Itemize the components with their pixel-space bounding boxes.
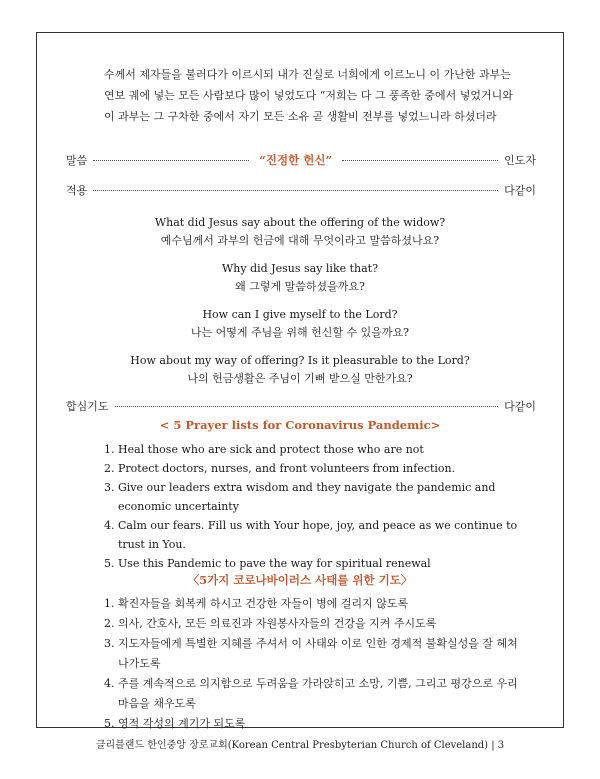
dotted-leader — [115, 406, 499, 407]
english-prayer-heading: < 5 Prayer lists for Coronavirus Pandemic> — [159, 418, 441, 432]
sermon-label: 말씀 — [66, 154, 88, 167]
sermon-row — [66, 152, 536, 168]
discussion-questions — [36, 214, 564, 398]
list-item: 1. Heal those who are sick and protect those who are not — [104, 443, 424, 456]
dotted-leader — [93, 160, 249, 161]
question: How can I give myself to the Lord? 나는 어떻게 주님을 위해 헌신할 수 있을까요? — [190, 308, 410, 339]
list-item: 5. 영적 각성의 계기가 되도록 — [104, 717, 246, 730]
dotted-leader — [93, 190, 498, 191]
list-item: 2. 의사, 간호사, 모든 의료진과 자원봉사자들의 건강을 지켜 주시도록 — [104, 617, 437, 630]
apply-label: 적용 — [66, 184, 88, 197]
list-item: 3. Give our leaders extra wisdom and they navigate the pandemic and economic uncertainty — [104, 481, 496, 513]
prayer-row — [66, 398, 536, 414]
korean-prayer-list — [104, 594, 524, 734]
sermon-leader: 인도자 — [504, 154, 536, 167]
list-item: 2. Protect doctors, nurses, and front volunteers from infection. — [104, 462, 456, 475]
apply-leader: 다같이 — [504, 184, 536, 197]
scripture-text: 수께서 제자들을 불러다가 이르시되 내가 진실로 너희에게 이르노니 이 가난한 과부는 연보 궤에 넣는 모든 사람보다 많이 넣었도다 “저희는 다 그 풍족한 중에서 넣었거니와 이 과부는 그 구차한 중에서 자기 모든 소유 곧 생활비 전부를 넣었느니라 하셨더라 — [104, 68, 513, 123]
list-item: 4. Calm our fears. Fill us with Your hope, joy, and peace as we continue to trust in You. — [104, 519, 518, 551]
prayer-leader: 다같이 — [504, 400, 536, 413]
question: Why did Jesus say like that? 왜 그렇게 말씀하셨을까요? — [222, 262, 378, 293]
dotted-leader — [342, 160, 498, 161]
list-item: 4. 주를 계속적으로 의지함으로 두려움을 가라앉히고 소망, 기쁨, 그리고 평강으로 우리 마음을 채우도록 — [104, 677, 518, 710]
sermon-title: “진정한 헌신” — [259, 153, 333, 167]
list-item: 3. 지도자들에게 특별한 지혜를 주셔서 이 사태와 이로 인한 경제적 불확실성을 잘 헤쳐나가도록 — [104, 637, 518, 670]
apply-row — [66, 182, 536, 198]
list-item: 5. Use this Pandemic to pave the way for spiritual renewal — [104, 557, 431, 570]
korean-prayer-heading: 〈5가지 코로나바이러스 사태를 위한 기도〉 — [187, 573, 413, 587]
page-footer: 클리블랜드 한인중앙 장로교회(Korean Central Presbyterian Church of Cleveland) | 3 — [95, 740, 505, 751]
english-prayer-list — [104, 440, 524, 573]
prayer-label: 합심기도 — [66, 400, 109, 413]
question: How about my way of offering? Is it pleasurable to the Lord? 나의 헌금생활은 주님이 기뻐 받으실 만한가요? — [130, 354, 470, 385]
question: What did Jesus say about the offering of the widow? 예수님께서 과부의 헌금에 대해 무엇이라고 말씀하셨나요? — [154, 216, 446, 247]
list-item: 1. 확진자들을 회복케 하시고 건강한 자들이 병에 걸리지 않도록 — [104, 597, 409, 610]
